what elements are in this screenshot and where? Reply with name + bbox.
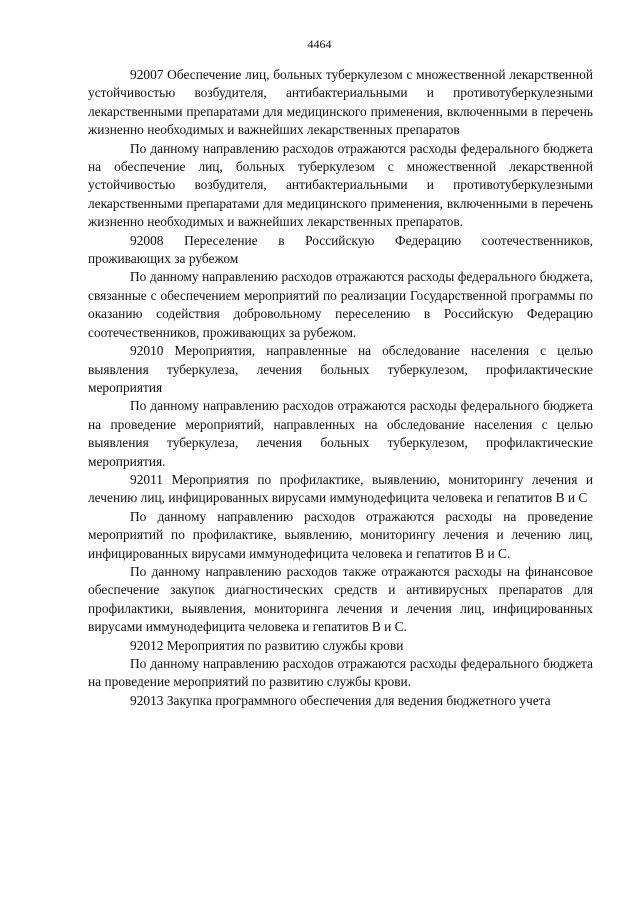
description-paragraph: По данному направлению расходов отражаются расходы федерального бюджета на обеспечение лиц, больных туберкулезом с множественной лекарственной устойчивостью возбудителя, антибактериальными и противотуберкулезными лекарственными препаратами для медицинского применения, включенными в перечень жизненно необходимых и важнейших лекарственных препаратов. [88,140,593,230]
description-paragraph: По данному направлению расходов отражаются расходы на проведение мероприятий по профилактике, выявлению, мониторингу лечения и лечению лиц, инфицированных вирусами иммунодефицита человека и гепатитов B и C. [88,508,593,561]
page-number: 4464 [307,37,332,51]
code-heading-92010: 92010 Мероприятия, направленные на обследование населения с целью выявления туберкулеза, лечения больных туберкулезом, профилактические мероприятия [88,343,593,395]
description-paragraph: По данному направлению расходов отражаются расходы федерального бюджета на проведение мероприятий по развитию службы крови. [88,656,593,690]
code-heading-92008: 92008 Переселение в Российскую Федерацию соотечественников, проживающих за рубежом [88,232,593,267]
code-heading-92011: 92011 Мероприятия по профилактике, выявлению, мониторингу лечения и лечению лиц, инфицированных вирусами иммунодефицита человека и гепатитов B и C [88,471,593,506]
code-heading-92013: 92013 Закупка программного обеспечения для ведения бюджетного учета [130,692,551,708]
description-paragraph: По данному направлению расходов отражаются расходы федерального бюджета, связанные с обеспечением мероприятий по реализации Государственной программы по оказанию содействия добровольному переселению в Российскую Федерацию соотечественников, проживающих за рубежом. [88,269,593,340]
code-heading-92012: 92012 Мероприятия по развитию службы крови [130,637,404,653]
code-heading-92007: 92007 Обеспечение лиц, больных туберкулезом с множественной лекарственной устойчивостью возбудителя, антибактериальными и противотуберкулезными лекарственными препаратами для медицинского применения, включенными в перечень жизненно необходимых и важнейших лекарственных препаратов [88,67,593,138]
description-paragraph: По данному направлению расходов отражаются расходы федерального бюджета на проведение мероприятий, направленных на обследование населения с целью выявления туберкулеза, лечения больных туберкулезом, профилактические мероприятия. [88,398,593,469]
description-paragraph: По данному направлению расходов также отражаются расходы на финансовое обеспечение закупок диагностических средств и антивирусных препаратов для профилактики, выявления, мониторинга лечения и лечения лиц, инфицированных вирусами иммунодефицита человека и гепатитов B и C. [88,563,593,635]
document-body [88,66,593,710]
